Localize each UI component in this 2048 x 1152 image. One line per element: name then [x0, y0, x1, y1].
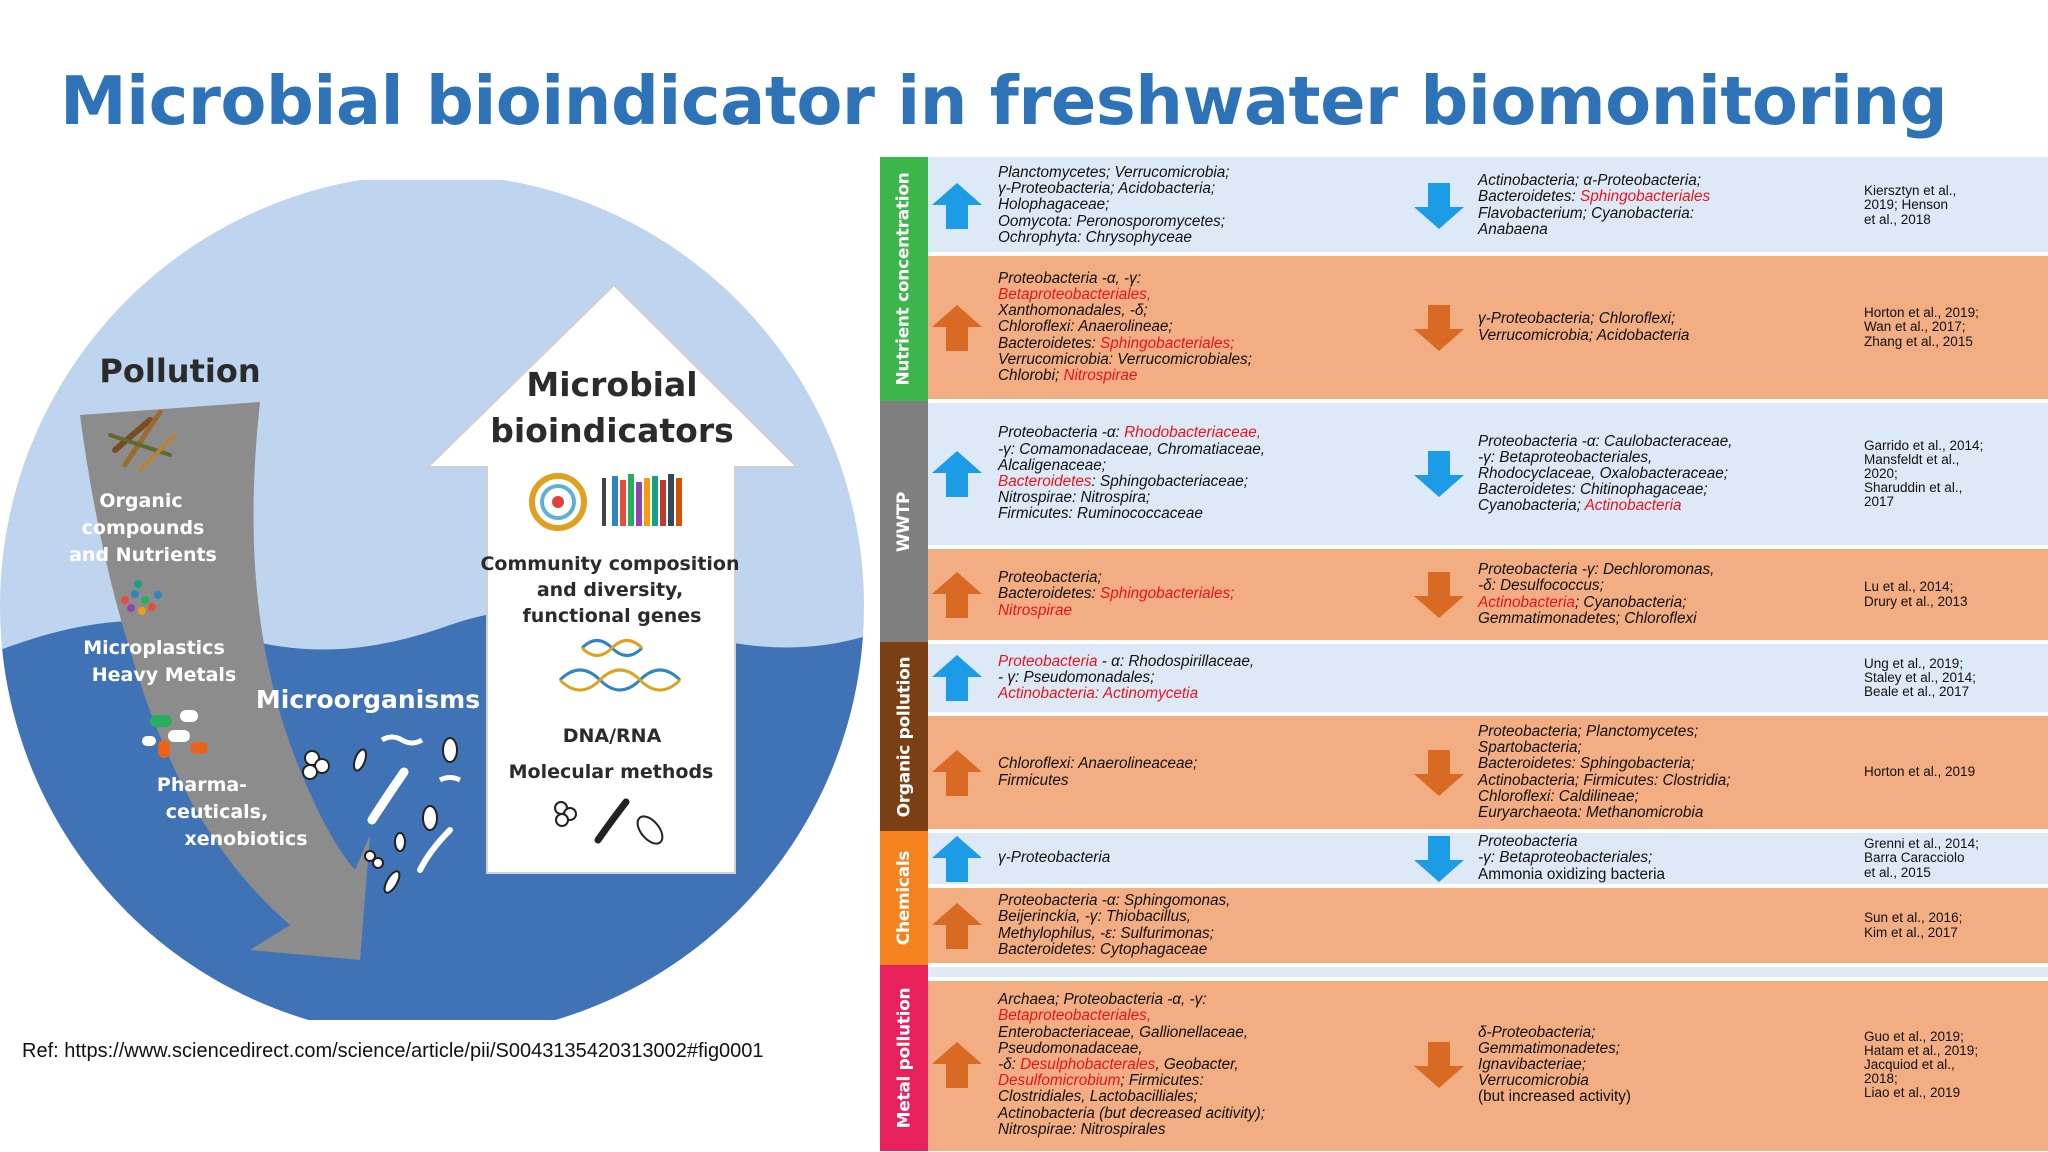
community-text-line3: functional genes: [522, 605, 702, 627]
svg-text:ceuticals,: ceuticals,: [165, 801, 269, 823]
increased-taxa: Archaea; Proteobacteria -α, -γ: Betaproteobacteriales, Enterobacteriaceae, Gallionellaceae, Pseudomonadaceae, -δ: Desulphobacterales, Geobacter, Desulfomicrobium; Firmicutes: Clostridiales, Lactobacilliales; Actinobacteria (but decreased acitivity); Nitrospirae: Nitrospirales: [998, 991, 1265, 1138]
svg-text:Microplastics: Microplastics: [83, 637, 225, 659]
increase-arrow-icon: [932, 183, 982, 229]
decreased-taxa: Proteobacteria -γ: Dechloromonas, -δ: Desulfococcus; Actinobacteria; Cyanobacteria; Gemmatimonadetes; Chloroflexi: [1478, 561, 1715, 627]
decreased-taxa: Proteobacteria -α: Caulobacteraceae, -γ: Betaproteobacteriales, Rhodocyclaceae, Oxalobacteraceae; Bacteroidetes: Chitinophagaceae; Cyanobacteria; Actinobacteria: [1478, 432, 1733, 515]
category-label: Organic pollution: [894, 656, 914, 817]
category-label: WWTP: [894, 491, 915, 552]
decrease-arrow-icon: [1414, 183, 1464, 229]
increased-taxa: Proteobacteria -α: Sphingomonas, Beijerinckia, -γ: Thiobacillus, Methylophilus, -ε: Sulfurimonas; Bacteroidetes: Cytophagaceae: [998, 892, 1231, 958]
category-chemicals: [880, 831, 928, 965]
category-label: Metal pollution: [894, 987, 915, 1129]
pollution-figure: [0, 180, 870, 1020]
increase-arrow-icon: [932, 836, 982, 882]
decrease-arrow-icon: [1414, 572, 1464, 618]
reference-citation: Sun et al., 2016; Kim et al., 2017: [1864, 910, 1963, 940]
reference-link[interactable]: Ref: https://www.sciencedirect.com/science/article/pii/S0043135420313002#fig0001: [22, 1040, 764, 1062]
pollution-label: Pollution: [99, 352, 261, 390]
decreased-taxa: Actinobacteria; α-Proteobacteria; Bacteroidetes: Sphingobacteriales Flavobacterium; Cyanobacteria: Anabaena: [1478, 172, 1711, 238]
community-text-line1: Community composition: [480, 553, 740, 575]
decreased-taxa: Proteobacteria -γ: Betaproteobacteriales; Ammonia oxidizing bacteria: [1478, 833, 1666, 883]
increased-taxa: Planctomycetes; Verrucomicrobia; γ-Proteobacteria; Acidobacteria; Holophagaceae; Oomycota: Peronosporomycetes; Ochrophyta: Chrysophyceae: [998, 164, 1230, 246]
methods-label: Molecular methods: [508, 761, 714, 783]
svg-text:Organic: Organic: [99, 490, 183, 512]
bioindicators-title-line1: Microbial: [526, 365, 698, 404]
increased-taxa: Proteobacteria; Bacteroidetes: Sphingobacteriales; Nitrospirae: [998, 569, 1235, 619]
increase-arrow-icon: [932, 1042, 982, 1088]
bioindicator-table: [880, 157, 2048, 1151]
increase-arrow-icon: [932, 655, 982, 701]
increased-taxa: Chloroflexi: Anaerolineaceae; Firmicutes: [998, 755, 1198, 789]
svg-text:xenobiotics: xenobiotics: [184, 828, 308, 850]
category-label: Nutrient concentration: [894, 172, 914, 386]
decreased-taxa: γ-Proteobacteria; Chloroflexi; Verrucomicrobia; Acidobacteria: [1478, 310, 1690, 344]
microorganisms-label: Microorganisms: [255, 685, 481, 714]
decreased-taxa: δ-Proteobacteria; Gemmatimonadetes; Ignavibacteriae; Verrucomicrobia (but increased activity): [1478, 1023, 1632, 1106]
reference-citation: Ung et al., 2019; Staley et al., 2014; Beale et al., 2017: [1864, 655, 1976, 700]
svg-text:compounds: compounds: [81, 517, 205, 539]
category-wwtp: [880, 401, 928, 642]
increased-taxa: Proteobacteria -α, -γ: Betaproteobacteriales, Xanthomonadales, -δ; Chloroflexi: Anaerolineae; Bacteroidetes: Sphingobacteriales; Verrucomicrobia: Verrucomicrobiales; Chlorobi; Nitrospirae: [998, 269, 1252, 385]
decrease-arrow-icon: [1414, 836, 1464, 882]
increased-taxa: Proteobacteria - α: Rhodospirillaceae, - γ: Pseudomonadales; Actinobacteria: Actinomycetia: [998, 652, 1255, 703]
category-metal: [880, 965, 928, 1151]
page-title: Microbial bioindicator in freshwater biomonitoring: [60, 62, 1948, 140]
reference-citation: Kiersztyn et al., 2019; Henson et al., 2018: [1864, 183, 1957, 227]
increase-arrow-icon: [932, 305, 982, 351]
decrease-arrow-icon: [1414, 1042, 1464, 1088]
decreased-taxa: Proteobacteria; Planctomycetes; Spartobacteria; Bacteroidetes: Sphingobacteria; Actinobacteria; Firmicutes: Clostridia; Chloroflexi: Caldilineae; Euryarchaeota: Methanomicrobia: [1478, 722, 1731, 821]
bioindicators-title-line2: bioindicators: [490, 411, 734, 450]
svg-text:Pharma-: Pharma-: [156, 774, 248, 796]
decrease-arrow-icon: [1414, 451, 1464, 497]
increase-arrow-icon: [932, 750, 982, 796]
reference-citation: Horton et al., 2019; Wan et al., 2017; Zhang et al., 2015: [1864, 305, 1979, 349]
increase-arrow-icon: [932, 451, 982, 497]
reference-citation: Garrido et al., 2014; Mansfeldt et al., 2020; Sharuddin et al., 2017: [1864, 437, 1984, 510]
decrease-arrow-icon: [1414, 750, 1464, 796]
category-label: Chemicals: [894, 850, 915, 946]
increased-taxa: γ-Proteobacteria: [998, 849, 1111, 867]
reference-citation: Horton et al., 2019: [1864, 764, 1976, 780]
svg-text:and Nutrients: and Nutrients: [69, 544, 217, 566]
community-text-line2: and diversity,: [536, 579, 684, 601]
decrease-arrow-icon: [1414, 305, 1464, 351]
svg-text:Heavy Metals: Heavy Metals: [91, 664, 237, 686]
increase-arrow-icon: [932, 572, 982, 618]
increased-taxa: Proteobacteria -α: Rhodobacteriaceae, -γ: Comamonadaceae, Chromatiaceae, Alcaligenaceae; Bacteroidetes: Sphingobacteriaceae; Nitrospirae: Nitrospira; Firmicutes: Ruminococcaceae: [998, 424, 1265, 523]
reference-citation: Lu et al., 2014; Drury et al., 2013: [1864, 579, 1968, 609]
category-organic: [880, 642, 928, 831]
category-nutrient: [880, 157, 928, 401]
dna-label: DNA/RNA: [562, 725, 662, 747]
reference-citation: Grenni et al., 2014; Barra Caracciolo et al., 2015: [1864, 836, 1979, 880]
reference-citation: Guo et al., 2019; Hatam et al., 2019; Jacquiod et al., 2018; Liao et al., 2019: [1864, 1028, 1979, 1101]
increase-arrow-icon: [932, 903, 982, 949]
